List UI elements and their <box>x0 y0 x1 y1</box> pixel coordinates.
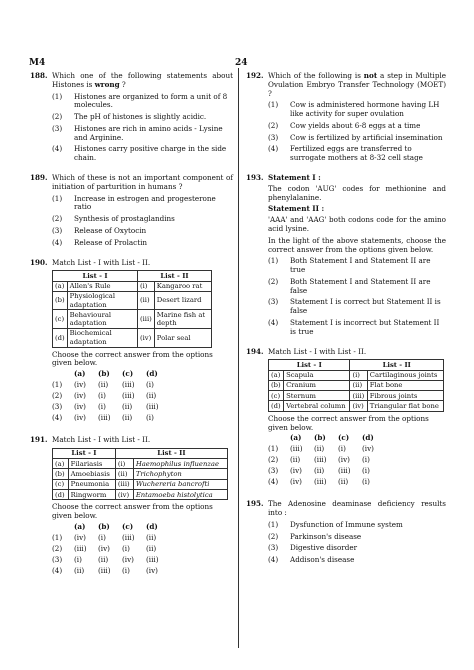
list-1-header: List - I <box>269 360 350 370</box>
option-1: (1) Dysfunction of Immune system <box>268 519 403 529</box>
list-2-header: List - II <box>350 360 444 370</box>
table-row: (a) Scapula (i) Cartilaginous joints <box>269 370 444 380</box>
statement-1: The codon 'AUG' codes for methionine and phenylalanine. <box>268 183 446 202</box>
list-2-header: List - II <box>137 271 211 281</box>
option-1: (1) Cow is administered hormone having LH like activity for super ovulation <box>268 100 440 119</box>
paper-code: M4 <box>29 58 46 68</box>
option-3: (3) Statement I is correct but Statement II is false <box>268 297 441 316</box>
option-2: (2) Cow yields about 6-8 eggs at a time <box>268 120 421 130</box>
answer-option-4: (4) (iv) (iii) (ii) (i) <box>268 477 370 487</box>
table-row: (a) Filariasis (i) Haemophilus influenzae <box>53 459 228 469</box>
answer-options: (a) (b) (c) (d) (1) (iv) (ii) (iii) (i) (2) (iv) (i) (iii) (ii) (3) (iv) (i) (ii) (iii) (4) (iv) (iii) (ii) (i) <box>52 370 233 425</box>
answer-option-3: (3) (iv) (i) (ii) (iii) <box>52 402 159 412</box>
option-4: (4) Histones carry positive charge in the side chain. <box>52 144 227 163</box>
answer-option-1: (1) (iv) (ii) (iii) (i) <box>52 380 154 390</box>
match-table <box>52 270 212 347</box>
question-194 <box>246 348 446 490</box>
question-number: 191. <box>30 435 48 445</box>
question-number: 192. <box>246 71 264 80</box>
option-4: (4) Fertilized eggs are transferred to surrogate mothers at 8-32 cell stage <box>268 144 423 163</box>
match-table <box>52 448 228 500</box>
list-1-header: List - I <box>53 271 138 281</box>
option-2: (2) Both Statement I and Statement II are false <box>268 276 431 295</box>
statement-2-title: Statement II : <box>268 204 325 214</box>
question-number: 189. <box>30 173 48 183</box>
right-column <box>246 72 446 576</box>
question-number: 193. <box>246 173 264 183</box>
option-2: (2) The pH of histones is slightly acidic. <box>52 112 207 122</box>
question-number: 194. <box>246 346 264 356</box>
list-1-header: List - I <box>53 448 116 458</box>
answer-options: (a) (b) (c) (d) (1) (iv) (i) (iii) (ii) (2) (iii) (iv) (i) (ii) (3) (i) (ii) (iv) (iii) (4) (ii) (iii) (i) (iv) <box>52 523 233 578</box>
question-stem: Which of the following is not a step in Multiple Ovulation Embryo Transfer Technology (MOET) ? <box>268 71 446 98</box>
table-row: (b) Physiological adaptation (ii) Desert lizard <box>53 291 212 310</box>
answer-options: (a) (b) (c) (d) (1) (iii) (ii) (i) (iv) (2) (ii) (iii) (iv) (i) (3) (iv) (ii) (iii) (i) (4) (iv) (iii) (ii) (i) <box>268 434 446 489</box>
question-stem: Match List - I with List - II. <box>268 346 367 356</box>
question-192 <box>246 72 446 163</box>
table-row: (d) Ringworm (iv) Entamoeba histolytica <box>53 490 228 500</box>
table-row: (b) Amoebiasis (ii) Trichophyton <box>53 469 228 479</box>
option-3: (3) Cow is fertilized by artificial insemination <box>268 132 443 142</box>
table-row: (d) Vertebral column (iv) Triangular flat bone <box>269 401 444 411</box>
statement-2: 'AAA' and 'AAG' both codons code for the amino acid lysine. <box>268 215 446 233</box>
answer-option-4: (4) (iv) (iii) (ii) (i) <box>52 413 154 423</box>
question-stem: Which of these is not an important component of initiation of parturition in humans ? <box>52 173 233 191</box>
option-1: (1) Increase in estrogen and progesterone ratio <box>52 193 216 212</box>
table-row: (a) Allen's Rule (i) Kangaroo rat <box>53 281 212 291</box>
option-1: (1) Both Statement I and Statement II are true <box>268 256 431 275</box>
list-2-header: List - II <box>115 448 227 458</box>
statement-1-title: Statement I : <box>268 173 321 183</box>
question-190 <box>30 259 233 426</box>
answer-option-2: (2) (ii) (iii) (iv) (i) <box>268 455 370 465</box>
question-stem: The Adenosine deaminase deficiency results into : <box>268 499 446 518</box>
option-3: (3) Histones are rich in amino acids - Lysine and Arginine. <box>52 123 223 142</box>
question-189 <box>30 174 233 247</box>
answer-option-4: (4) (ii) (iii) (i) (iv) <box>52 565 158 575</box>
question-stem: Which one of the following statements about Histones is wrong ? <box>52 71 233 89</box>
answer-option-2: (2) (iv) (i) (iii) (ii) <box>52 391 157 401</box>
question-number: 188. <box>30 71 48 80</box>
option-3: (3) Digestive disorder <box>268 543 358 553</box>
left-column <box>30 72 233 589</box>
question-193 <box>246 174 446 337</box>
option-3: (3) Release of Oxytocin <box>52 225 147 235</box>
answer-option-3: (3) (i) (ii) (iv) (iii) <box>52 554 159 564</box>
option-4: (4) Release of Prolactin <box>52 237 148 247</box>
question-number: 190. <box>30 257 48 267</box>
page-header <box>29 58 442 70</box>
page-number: 24 <box>235 58 248 68</box>
option-2: (2) Parkinson's disease <box>268 531 362 541</box>
option-4: (4) Addison's disease <box>268 555 355 565</box>
question-stem: Match List - I with List - II. <box>52 257 151 267</box>
answer-option-2: (2) (iii) (iv) (i) (ii) <box>52 543 157 553</box>
table-row: (c) Pneumonia (iii) Wuchereria bancrofti <box>53 479 228 489</box>
choose-instruction: Choose the correct answer from the options given below. <box>52 349 213 368</box>
column-divider <box>238 68 239 648</box>
answer-option-3: (3) (iv) (ii) (iii) (i) <box>268 466 370 476</box>
option-1: (1) Histones are organized to form a unit of 8 molecules. <box>52 91 228 110</box>
choose-instruction: In the light of the above statements, choose the correct answer from the options given below. <box>268 235 446 254</box>
question-number: 195. <box>246 499 264 509</box>
option-2: (2) Synthesis of prostaglandins <box>52 214 175 224</box>
table-row: (d) Biochemical adaptation (iv) Polar seal <box>53 328 212 347</box>
table-row: (b) Cranium (ii) Flat bone <box>269 380 444 390</box>
table-row: (c) Behavioural adaptation (iii) Marine fish at depth <box>53 310 212 329</box>
question-stem: Match List - I with List - II. <box>52 435 151 445</box>
option-4: (4) Statement I is incorrect but Statement II is true <box>268 317 440 336</box>
table-row: (c) Sternum (iii) Fibrous joints <box>269 391 444 401</box>
question-195 <box>246 500 446 565</box>
question-191 <box>30 436 233 578</box>
choose-instruction: Choose the correct answer from the options given below. <box>268 413 429 432</box>
answer-option-1: (1) (iii) (ii) (i) (iv) <box>268 444 374 454</box>
answer-option-1: (1) (iv) (i) (iii) (ii) <box>52 532 157 542</box>
question-188 <box>30 72 233 163</box>
match-table <box>268 359 444 411</box>
choose-instruction: Choose the correct answer from the options given below. <box>52 502 213 521</box>
